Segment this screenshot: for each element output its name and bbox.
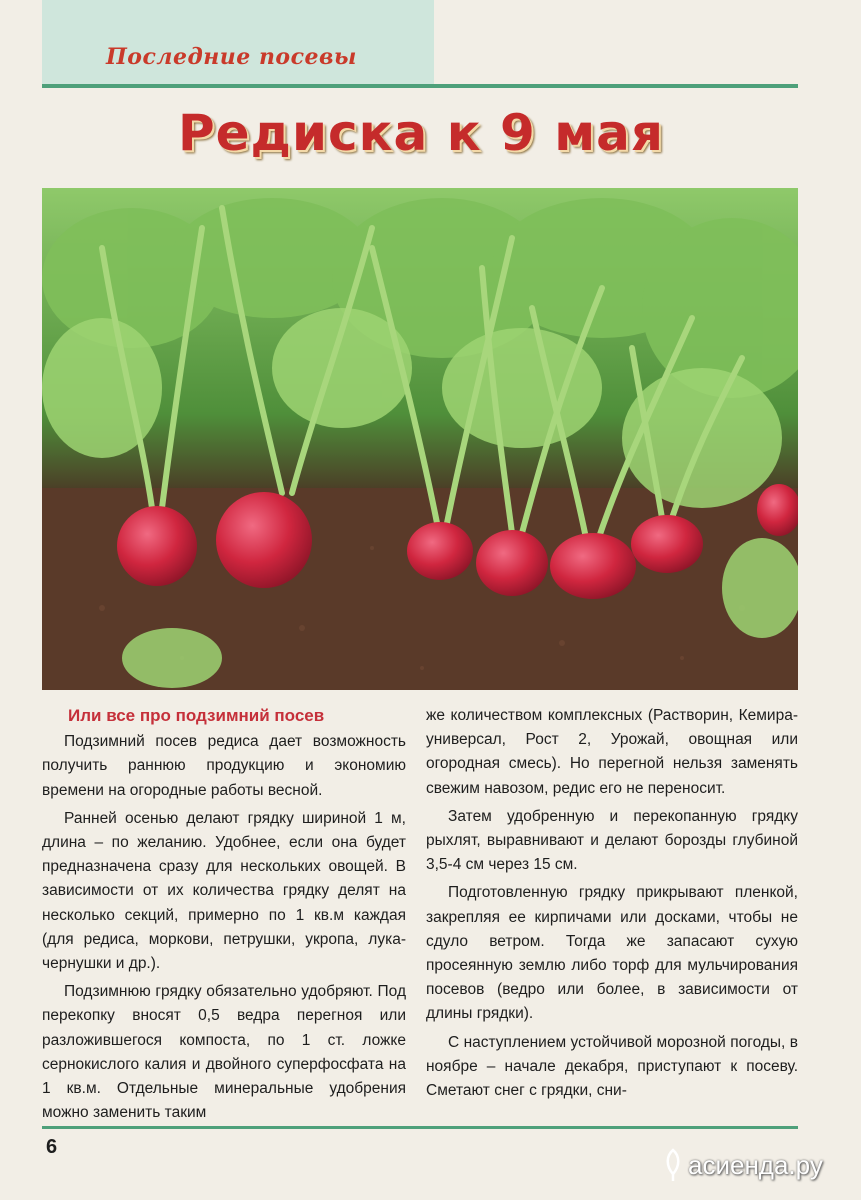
rubric-label: Последние посевы xyxy=(106,44,357,70)
article-column-right xyxy=(426,704,798,1107)
bottom-rule xyxy=(42,1126,798,1129)
article-subheading: Или все про подзимний посев xyxy=(68,706,325,725)
paragraph: С наступлением устойчивой морозной погоды, в ноябре – начале декабря, приступают к посеву. Сметают снег с грядки, сни- xyxy=(426,1033,798,1100)
paragraph: Подзимний посев редиса дает возможность получить раннюю продукцию и экономию времени на огородные работы весной. xyxy=(42,733,406,799)
article-title: Редиска к 9 мая xyxy=(178,104,664,162)
paragraph: Подзимнюю грядку обязательно удобряют. Под перекопку вносят 0,5 ведра перегноя или разложившегося компоста, по 1 ст. ложке сернокислого калия и двойного суперфосфата на 1 кв.м. Отдельные минеральные удобрения можно заменить таким xyxy=(42,983,406,1122)
rubric-band xyxy=(42,0,434,86)
radish-photo xyxy=(42,188,798,690)
watermark-text: асиенда.ру xyxy=(688,1149,823,1180)
top-rule xyxy=(42,84,798,88)
paragraph: же количеством комплексных (Растворин, Кемира-универсал, Рост 2, Урожай, овощная или огородная смесь). Но перегной нельзя заменять свежим навозом, редис его не переносит. xyxy=(426,707,798,797)
paragraph: Затем удобренную и перекопанную грядку рыхлят, выравнивают и делают борозды глубиной 3,5-4 см через 15 см. xyxy=(426,807,798,874)
page-number: 6 xyxy=(46,1136,58,1158)
paragraph: Подготовленную грядку прикрывают пленкой, закрепляя ее кирпичами или досками, чтобы не сдуло ветром. Тогда же запасают сухую просеянную землю либо торф для мульчирования посевов (ведро или более, в зависимости от длины грядки). xyxy=(426,884,798,1023)
paragraph: Ранней осенью делают грядку шириной 1 м, длина – по желанию. Удобнее, если она будет предназначена сразу для нескольких овощей. В зависимости от их количества грядку делят на несколько секций, примерно по 1 кв.м каждая (для редиса, моркови, петрушки, укропа, лука-чернушки и др.). xyxy=(42,809,406,973)
article-column-left xyxy=(42,704,406,1129)
leaf-logo-icon xyxy=(662,1148,684,1182)
site-watermark xyxy=(662,1148,823,1182)
